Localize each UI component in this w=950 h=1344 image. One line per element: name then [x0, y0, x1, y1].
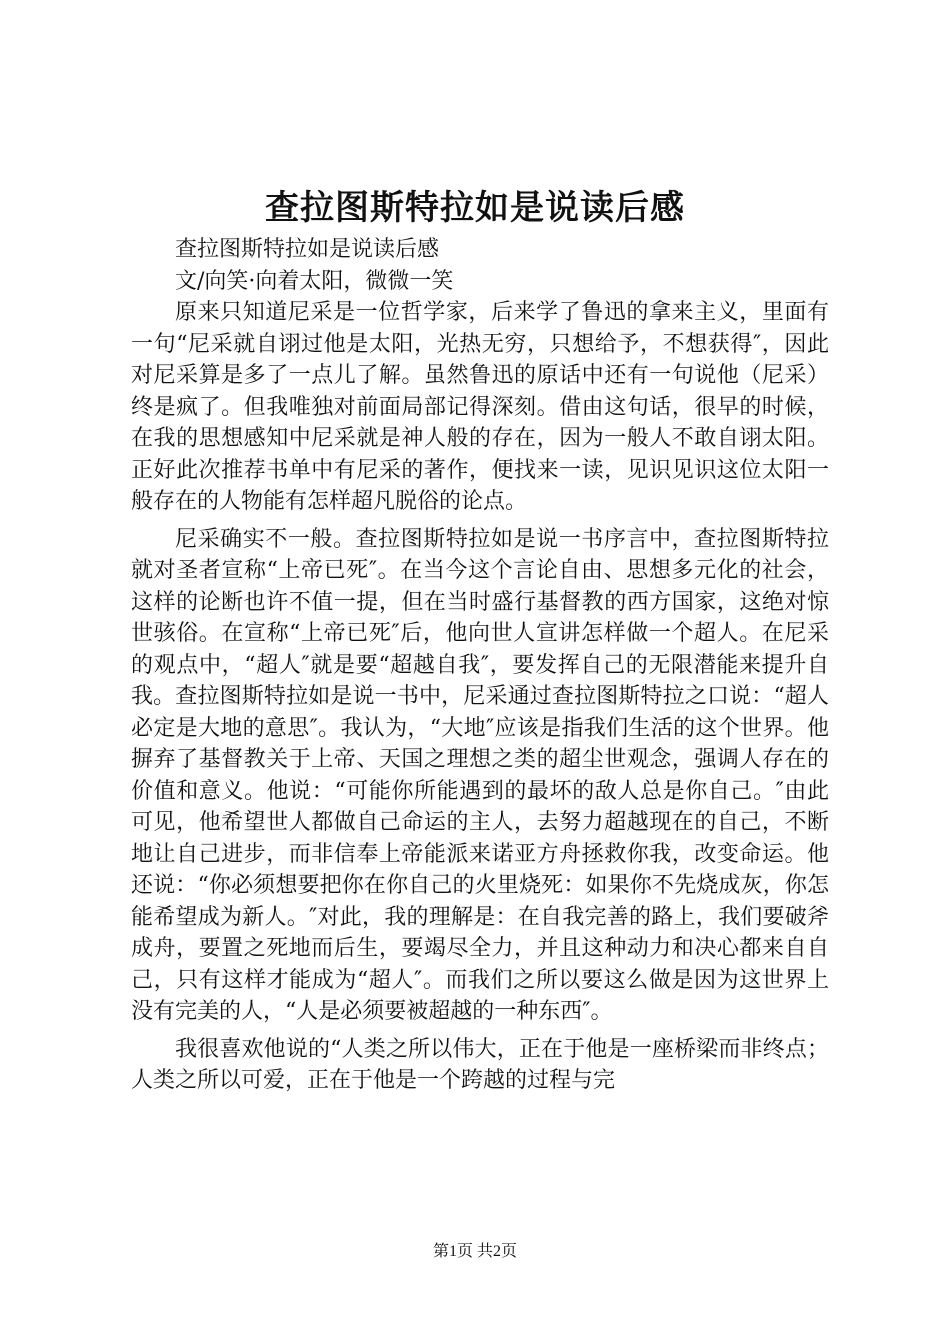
document-title: 查拉图斯特拉如是说读后感	[265, 188, 685, 228]
document-subtitle: 查拉图斯特拉如是说读后感	[175, 237, 440, 262]
page-footer: 第1页 共2页	[432, 1243, 517, 1260]
paragraph-3: 我很喜欢他说的“人类之所以伟大，正在于他是一座桥梁而非终点；人类之所以可爱，正在于他是一个跨越的过程与完	[131, 1036, 829, 1093]
paragraph-2: 尼采确实不一般。查拉图斯特拉如是说一书序言中，查拉图斯特拉就对圣者宣称“上帝已死″。在当今这个言论自由、思想多元化的社会，这样的论断也许不值一提，但在当时盛行基督教的西方国家，这绝对惊世骇俗。在宣称“上帝已死″后，他向世人宣讲怎样做一个超人。在尼采的观点中，“超人″就是要“超越自我″，要发挥自己的无限潜能来提升自我。查拉图斯特拉如是说一书中，尼采通过查拉图斯特拉之口说：“超人必定是大地的意思″。我认为，“大地″应该是指我们生活的这个世界。他摒弃了基督教关于上帝、天国之理想之类的超尘世观念，强调人存在的价值和意义。他说：“可能你所能遇到的最坏的敌人总是你自己。″由此可见，他希望世人都做自己命运的主人，去努力超越现在的自己，不断地让自己进步，而非信奉上帝能派来诺亚方舟拯救你我，改变命运。他还说：“你必须想要把你在你自己的火里烧死：如果你不先烧成灰，你怎能希望成为新人。″对此，我的理解是：在自我完善的路上，我们要破斧成舟，要置之死地而后生，要竭尽全力，并且这种动力和决心都来自自己，只有这样才能成为“超人″。而我们之所以要这么做是因为这世界上没有完美的人，“人是必须要被超越的一种东西″。	[131, 526, 829, 1024]
author-line: 文/向笑·向着太阳，微微一笑	[175, 268, 454, 294]
paragraph-1: 原来只知道尼采是一位哲学家，后来学了鲁迅的拿来主义，里面有一句“尼采就自诩过他是太阳，光热无穷，只想给予，不想获得″，因此对尼采算是多了一点儿了解。虽然鲁迅的原话中还有一句说他（尼采）终是疯了。但我唯独对前面局部记得深刻。借由这句话，很早的时候，在我的思想感知中尼采就是神人般的存在，因为一般人不敢自诩太阳。正好此次推荐书单中有尼采的著作，便找来一读，见识见识这位太阳一般存在的人物能有怎样超凡脱俗的论点。	[131, 300, 829, 514]
document-body	[131, 234, 829, 1097]
